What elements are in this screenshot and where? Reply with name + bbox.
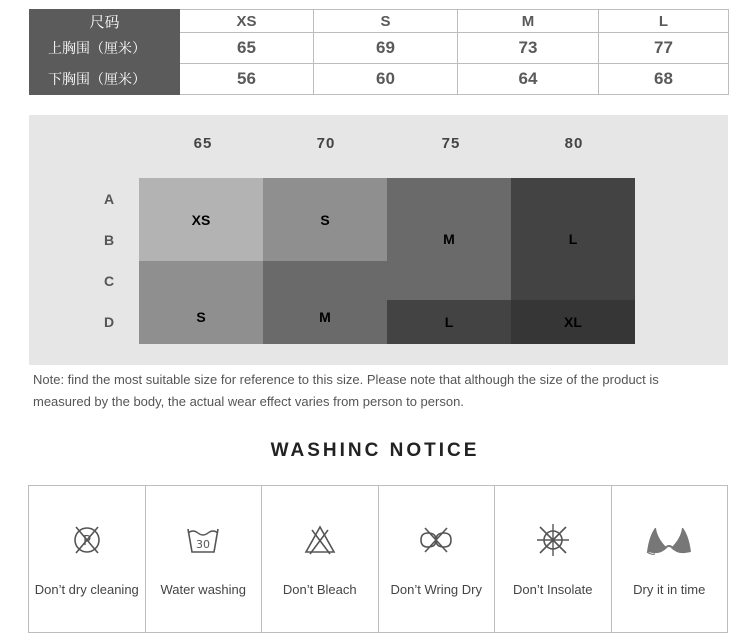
no-sun-icon — [535, 522, 571, 558]
table-cell: 56 — [180, 64, 314, 95]
size-header-l: L — [599, 10, 729, 33]
wash-temperature: 30 — [196, 538, 211, 551]
size-header-m: M — [458, 10, 599, 33]
cup-size-label: C — [103, 273, 115, 289]
svg-text:P: P — [82, 534, 91, 549]
size-cell-m — [263, 261, 387, 344]
wash-item-label: Don’t Wring Dry — [390, 582, 482, 597]
table-cell: 77 — [599, 33, 729, 64]
row-label-upper-bust: 上胸围（厘米） — [30, 33, 180, 64]
no-dry-clean-icon — [69, 522, 105, 558]
size-header-s: S — [314, 10, 458, 33]
size-note: Note: find the most suitable size for reference to this size. Please note that although the size of the product is measured by the body, the actual wear effect varies from person to person. — [33, 372, 659, 409]
wash-item-label: Don’t Bleach — [282, 582, 357, 597]
size-cell-s — [263, 178, 387, 261]
wash-item-label: Water washing — [160, 582, 246, 597]
wash-30-icon — [185, 522, 221, 558]
size-cell-m-label: M — [319, 309, 331, 325]
table-cell: 68 — [599, 64, 729, 95]
size-table — [29, 9, 729, 95]
wash-item-sun — [494, 485, 611, 633]
table-cell: 69 — [314, 33, 458, 64]
size-grid-panel — [29, 115, 728, 365]
no-wring-icon — [418, 522, 454, 558]
table-row — [30, 64, 729, 95]
size-cell-xs: XS — [139, 178, 263, 261]
row-label-under-bust: 下胸围（厘米） — [30, 64, 180, 95]
size-header-label: 尺码 — [30, 10, 180, 33]
size-cell-xl: XL — [511, 300, 635, 344]
wash-item-wring — [378, 485, 495, 633]
wash-item-label: Dry it in time — [633, 582, 706, 597]
size-cell-l: L — [387, 300, 511, 344]
cup-size-label: B — [103, 232, 115, 248]
washing-icons-row — [28, 485, 728, 633]
size-cell-s-label: S — [320, 211, 330, 228]
no-bleach-icon — [302, 522, 338, 558]
bra-icon — [645, 522, 693, 558]
size-cell-m: M — [387, 178, 511, 300]
size-cell-s — [139, 261, 263, 344]
wash-item-bleach — [261, 485, 378, 633]
cup-size-label: A — [103, 191, 115, 207]
table-cell: 73 — [458, 33, 599, 64]
washing-notice-title: WASHINC NOTICE — [270, 440, 480, 461]
cup-size-label: D — [103, 314, 115, 330]
size-table-header-row — [30, 10, 729, 33]
wash-item-dry-clean — [28, 485, 145, 633]
size-cell-s-label: S — [196, 309, 206, 325]
wash-item-label: Don’t dry cleaning — [34, 582, 139, 597]
table-cell: 64 — [458, 64, 599, 95]
size-cell-l: L — [511, 178, 635, 300]
band-size-label: 65 — [193, 135, 213, 152]
wash-item-dry — [611, 485, 729, 633]
table-cell: 60 — [314, 64, 458, 95]
band-size-label: 80 — [564, 135, 584, 152]
table-cell: 65 — [180, 33, 314, 64]
wash-item-water — [145, 485, 262, 633]
band-size-label: 70 — [316, 135, 336, 152]
band-size-label: 75 — [441, 135, 461, 152]
wash-item-label: Don’t Insolate — [513, 582, 593, 597]
size-header-xs: XS — [180, 10, 314, 33]
table-row — [30, 33, 729, 64]
